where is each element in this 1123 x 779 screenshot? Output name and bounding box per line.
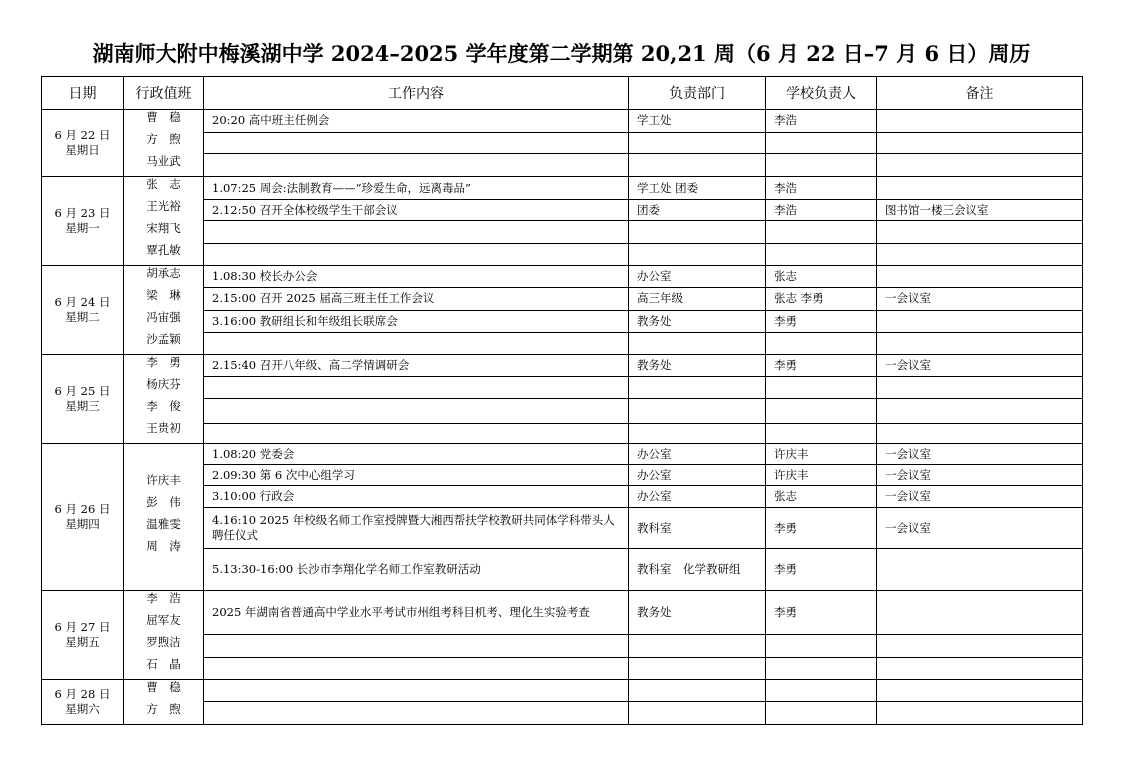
school-responsible: 许庆丰 [766,465,877,486]
note [877,243,1083,265]
note: 图书馆一楼三会议室 [877,200,1083,221]
duty-person: 周 涛 [146,539,181,553]
day-weekday: 星期一 [65,221,100,235]
department [629,399,766,424]
day-weekday: 星期二 [65,310,100,324]
duty-person: 张 志 [146,177,181,191]
note [877,549,1083,591]
note [877,680,1083,702]
note: 一会议室 [877,486,1083,508]
day-weekday: 星期四 [65,517,100,531]
work-content [204,332,629,354]
work-content: 2.12:50 召开全体校级学生干部会议 [204,200,629,221]
note: 一会议室 [877,355,1083,377]
duty-person: 方 煦 [146,702,181,716]
work-content [204,680,629,702]
header-work: 工作内容 [204,77,629,110]
note [877,266,1083,288]
duty-person: 许庆丰 [146,473,181,487]
duty-person: 覃孔敏 [146,243,181,257]
table-row [42,110,1083,133]
department [629,680,766,702]
department [629,377,766,399]
department [629,424,766,444]
department: 高三年级 [629,288,766,310]
work-content [204,154,629,177]
school-responsible [766,634,877,657]
duty-person: 梁 琳 [146,288,181,302]
note [877,591,1083,635]
school-responsible: 张志 [766,486,877,508]
duty-person: 曹 稳 [146,110,181,124]
header-date: 日期 [42,77,124,110]
day-date-cell [42,266,124,355]
note [877,310,1083,332]
note [877,154,1083,177]
work-content: 1.07:25 周会:法制教育——“珍爱生命，远离毒品” [204,177,629,200]
department [629,658,766,680]
header-duty: 行政值班 [124,77,204,110]
school-responsible: 李勇 [766,310,877,332]
day-weekday: 星期六 [65,702,100,716]
note [877,701,1083,724]
duty-person: 罗煦洁 [146,635,181,649]
note: 一会议室 [877,444,1083,465]
duty-cell [124,680,204,725]
school-responsible: 张志 李勇 [766,288,877,310]
department [629,243,766,265]
school-responsible [766,132,877,154]
school-responsible [766,680,877,702]
note [877,658,1083,680]
duty-cell [124,177,204,266]
work-content: 5.13:30-16:00 长沙市李翔化学名师工作室教研活动 [204,549,629,591]
department: 教务处 [629,310,766,332]
department: 学工处 [629,110,766,133]
work-content [204,424,629,444]
department [629,154,766,177]
header-responsible: 学校负责人 [766,77,877,110]
school-responsible: 许庆丰 [766,444,877,465]
duty-cell [124,266,204,355]
note [877,221,1083,243]
note [877,399,1083,424]
work-content: 2.15:40 召开八年级、高二学情调研会 [204,355,629,377]
work-content: 3.10:00 行政会 [204,486,629,508]
work-content: 2.09:30 第 6 次中心组学习 [204,465,629,486]
note [877,177,1083,200]
day-date: 6 月 22 日 [54,128,111,142]
note [877,634,1083,657]
duty-person: 温雅雯 [146,517,181,531]
school-responsible [766,377,877,399]
table-row [42,177,1083,200]
weekly-calendar-table [41,76,1083,725]
duty-person: 王贵初 [146,421,181,435]
duty-person: 屈军友 [146,613,181,627]
department: 办公室 [629,444,766,465]
day-weekday: 星期三 [65,399,100,413]
duty-person: 冯宙强 [146,310,181,324]
day-date: 6 月 26 日 [54,502,111,516]
work-content [204,377,629,399]
department [629,634,766,657]
day-date: 6 月 24 日 [54,295,111,309]
work-content [204,132,629,154]
school-responsible [766,221,877,243]
work-content [204,243,629,265]
work-content: 4.16:10 2025 年校级名师工作室授牌暨大湘西帮扶学校教研共同体学科带头人聘任仪式 [204,508,629,549]
work-content: 2025 年湖南省普通高中学业水平考试市州组考科目机考、理化生实验考查 [204,591,629,635]
day-date: 6 月 23 日 [54,206,111,220]
work-content [204,399,629,424]
table-row [42,266,1083,288]
duty-cell [124,355,204,444]
duty-person: 曹 稳 [146,680,181,694]
note [877,424,1083,444]
work-content: 1.08:20 党委会 [204,444,629,465]
duty-person: 李 勇 [146,355,181,369]
school-responsible: 张志 [766,266,877,288]
day-date-cell [42,177,124,266]
day-date: 6 月 25 日 [54,384,111,398]
department: 学工处 团委 [629,177,766,200]
department: 办公室 [629,465,766,486]
school-responsible: 李勇 [766,549,877,591]
duty-cell [124,110,204,177]
duty-person: 沙孟颖 [146,332,181,346]
table-row [42,591,1083,635]
department: 办公室 [629,486,766,508]
school-responsible [766,701,877,724]
department: 教务处 [629,355,766,377]
school-responsible [766,424,877,444]
work-content [204,701,629,724]
day-date-cell [42,355,124,444]
day-weekday: 星期日 [65,143,100,157]
work-content: 1.08:30 校长办公会 [204,266,629,288]
note [877,332,1083,354]
duty-person: 王光裕 [146,199,181,213]
work-content [204,221,629,243]
school-responsible: 李勇 [766,355,877,377]
day-date: 6 月 28 日 [54,687,111,701]
duty-person: 李 浩 [146,591,181,605]
department: 教务处 [629,591,766,635]
school-responsible: 李勇 [766,508,877,549]
department: 团委 [629,200,766,221]
duty-person: 宋翔飞 [146,221,181,235]
work-content: 3.16:00 教研组长和年级组长联席会 [204,310,629,332]
work-content: 2.15:00 召开 2025 届高三班主任工作会议 [204,288,629,310]
school-responsible [766,399,877,424]
day-date: 6 月 27 日 [54,620,111,634]
note: 一会议室 [877,465,1083,486]
duty-person: 石 晶 [146,657,181,671]
day-date-cell [42,444,124,591]
note: 一会议室 [877,508,1083,549]
school-responsible [766,332,877,354]
department [629,332,766,354]
header-note: 备注 [877,77,1083,110]
school-responsible: 李勇 [766,591,877,635]
duty-person: 马业武 [146,154,181,168]
work-content [204,634,629,657]
duty-person: 方 煦 [146,132,181,146]
school-responsible: 李浩 [766,177,877,200]
note: 一会议室 [877,288,1083,310]
table-row [42,680,1083,702]
school-responsible: 李浩 [766,200,877,221]
department [629,132,766,154]
work-content: 20:20 高中班主任例会 [204,110,629,133]
duty-person: 杨庆芬 [146,377,181,391]
table-row [42,355,1083,377]
department [629,701,766,724]
school-responsible [766,154,877,177]
duty-person: 李 俊 [146,399,181,413]
school-responsible: 李浩 [766,110,877,133]
note [877,132,1083,154]
header-dept: 负责部门 [629,77,766,110]
work-content [204,658,629,680]
day-date-cell [42,680,124,725]
table-row [42,444,1083,465]
note [877,110,1083,133]
day-date-cell [42,110,124,177]
note [877,377,1083,399]
duty-person: 彭 伟 [146,495,181,509]
page-title: 湖南师大附中梅溪湖中学 2024–2025 学年度第二学期第 20,21 周（6 月 22 日–7 月 6 日）周历 [92,41,1031,66]
school-responsible [766,658,877,680]
duty-cell [124,591,204,680]
department: 教科室 [629,508,766,549]
school-responsible [766,243,877,265]
duty-cell [124,444,204,591]
department [629,221,766,243]
header-row [42,77,1083,110]
department: 办公室 [629,266,766,288]
duty-person: 胡承志 [146,266,181,280]
department: 教科室 化学教研组 [629,549,766,591]
day-date-cell [42,591,124,680]
day-weekday: 星期五 [65,635,100,649]
